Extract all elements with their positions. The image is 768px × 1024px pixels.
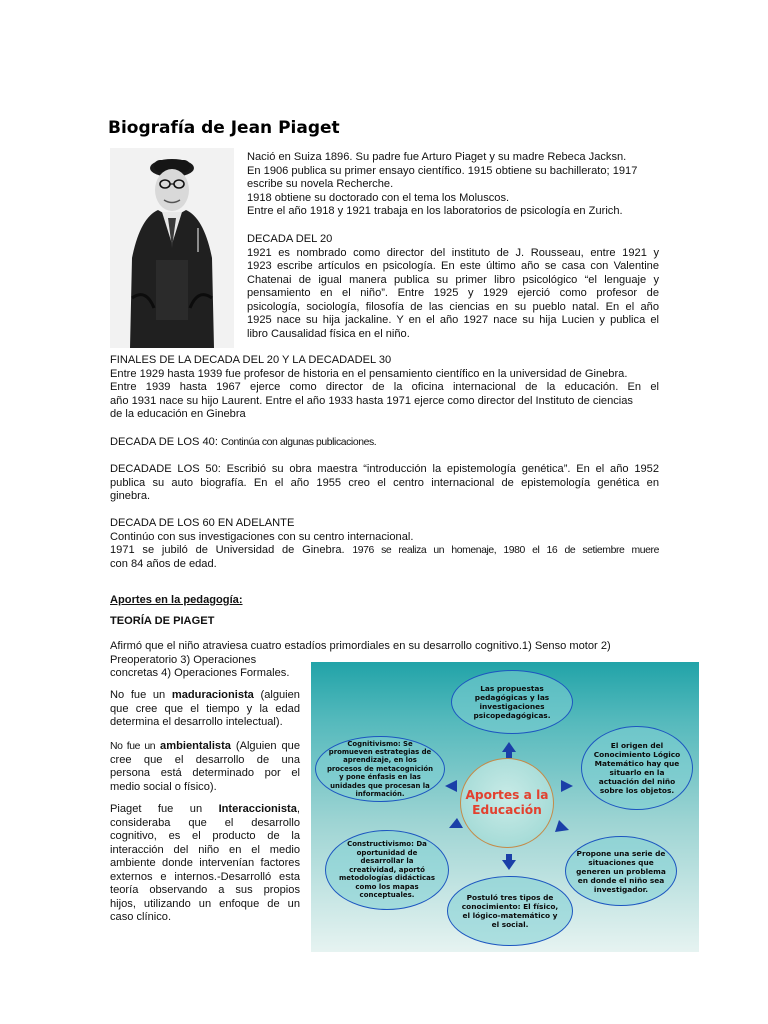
paragraph-line: consideraba que el desarrollo [110, 816, 300, 829]
paragraph-line: que cree que el tiempo y la edad [110, 702, 300, 715]
paragraph-line: año 1931 nace su hijo Laurent. Entre el año 1933 hasta 1971 ejerce como director del Instituto de ciencias [110, 394, 633, 407]
paragraph-line: 1921 es nombrado como director del instituto de J. Rousseau, entre 1921 y [247, 246, 659, 259]
paragraph-line: caso clínico. [110, 911, 172, 923]
teoria-heading: TEORÍA DE PIAGET [110, 615, 215, 627]
page-title: Biografía de Jean Piaget [108, 118, 340, 138]
intro-line: Entre el año 1918 y 1921 trabaja en los laboratorios de psicología en Zurich. [247, 205, 623, 217]
aportes-heading: Aportes en la pedagogía: [110, 594, 243, 606]
arrow-down-stem [506, 854, 512, 860]
intro-line: 1918 obtiene su doctorado con el tema los Moluscos. [247, 191, 510, 204]
interaccionista-paragraph: Piaget fue un Interaccionista, consideraba que el desarrollo cognitivo, es el producto de la interacción del niño en el medio ambiente donde intervenían factores externos e internos.-Desarrolló esta teoría observando a sus propios hijos, utilizando un enfoque de un caso clínico. [110, 803, 300, 923]
maduracionista-paragraph: No fue un maduracionista (alguien que cree que el tiempo y la edad determina el desarrollo intelectual). [110, 689, 300, 728]
center-bubble: Aportes a la Educación [460, 758, 554, 848]
paragraph-line: externos e internos.-Desarrolló esta [110, 870, 300, 883]
paragraph-line: Continúo con sus investigaciones con su centro internacional. [110, 530, 414, 543]
section-heading: DECADA DEL 20 [247, 233, 333, 245]
section-heading: DECADA DE LOS 40: [110, 436, 218, 448]
ambientalista-paragraph: No fue un ambientalista (Alguien que cree que el desarrollo de una persona está determinado por el medio social o físico). [110, 740, 300, 793]
section-heading: FINALES DE LA DECADA DEL 20 Y LA DECADADEL 30 [110, 354, 392, 366]
paragraph-line: hijos, utilizando un enfoque de un [110, 897, 300, 910]
paragraph-line: 1925 nace su hija jackaline. Y en el año 1927 nace su hija Lucien y publica el [247, 314, 659, 326]
intro-line: En 1906 publica su primer ensayo científico. 1915 obtiene su bachillerato; 1917 [247, 164, 638, 177]
paragraph-line: concretas 4) Operaciones Formales. [110, 667, 290, 679]
intro-line: Nació en Suiza 1896. Su padre fue Arturo Piaget y su madre Rebeca Jacksn. [247, 151, 627, 163]
paragraph-line: Afirmó que el niño atraviesa cuatro estadíos primordiales en su desarrollo cognitivo.1) Senso motor 2) [110, 640, 611, 652]
paragraph-line: 1923 escribe artículos en psicología. En este último año se casa con Valentine [247, 260, 659, 272]
term-maduracionista: maduracionista [171, 689, 254, 701]
bubble-bottom-right: Propone una serie de situaciones que generen un problema en donde el niño sea investigador. [565, 836, 677, 906]
portrait-image [110, 148, 234, 348]
section-heading: DECADA DE LOS 60 EN ADELANTE [110, 517, 295, 529]
decada-20-section [247, 233, 659, 341]
portrait-illustration [110, 148, 234, 348]
decada-50-section [110, 463, 659, 504]
paragraph-line: de la educación en Ginebra [110, 408, 246, 420]
term-interaccionista: Interaccionista [218, 803, 297, 815]
paragraph-line: cognitivo, es el producto de la [110, 830, 300, 842]
arrow-lower-left-icon [449, 818, 463, 828]
paragraph-line: cree que el desarrollo de una [110, 753, 300, 766]
decada-40-section [110, 436, 659, 450]
arrow-right-icon [561, 780, 573, 792]
paragraph-fragment: 1976 se realiza un homenaje, 1980 el 16 de setiembre muere [352, 545, 659, 556]
paragraph-line: ginebra. [110, 490, 151, 502]
paragraph-fragment: 1971 se jubiló de Universidad de Ginebra. [110, 544, 345, 556]
term-ambientalista: ambientalista [160, 740, 231, 752]
bubble-right: El origen del Conocimiento Lógico Matemático hay que situarlo en la actuación del niño sobre los objetos. [581, 726, 693, 810]
paragraph-line: ambiente donde intervenían factores [110, 857, 300, 869]
paragraph-line: psicología, sociología, filosofía de las ciencias en su pueblo natal. En el año [247, 300, 659, 313]
arrow-left-icon [445, 780, 457, 792]
intro-line: escribe su novela Recherche. [247, 178, 394, 190]
paragraph-line: medio social o físico). [110, 780, 217, 793]
arrow-lower-right-icon [555, 820, 569, 832]
arrow-up-icon [502, 742, 516, 752]
paragraph-line: interacción del niño en el medio [110, 843, 300, 856]
paragraph-line: teoría observando a sus propios [110, 884, 300, 896]
paragraph-line: DECADADE LOS 50: Escribió su obra maestra “introducción la epistemología genética”. En el año 1952 [110, 463, 659, 475]
section-text: Continúa con algunas publicaciones. [221, 437, 377, 448]
paragraph-line: con 84 años de edad. [110, 557, 217, 570]
finales-20-section [110, 354, 659, 422]
paragraph-line: determina el desarrollo intelectual). [110, 716, 283, 728]
bubble-top: Las propuestas pedagógicas y las investigaciones psicopedagógicas. [451, 670, 573, 734]
bubble-bottom-left: Constructivismo: Da oportunidad de desarrollar la creatividad, aportó metodologías didácticas como los mapas conceptuales. [325, 830, 449, 910]
intro-block [247, 151, 659, 219]
paragraph-line [110, 544, 659, 558]
paragraph-line: persona está determinado por el [110, 767, 300, 779]
paragraph-line: Entre 1929 hasta 1939 fue profesor de historia en el pensamiento científico en la universidad de Ginebra. [110, 367, 628, 380]
bubble-bottom: Postuló tres tipos de conocimiento: El físico, el lógico-matemático y el social. [447, 876, 573, 946]
paragraph-line: Chatenai de igual manera publica su primer libro psicológico “el lenguaje y [247, 273, 659, 286]
paragraph-line: pensamiento en el niño”. Entre 1925 y 1929 ejerció como profesor de [247, 287, 659, 299]
paragraph-line: Preoperatorio 3) Operaciones [110, 653, 257, 666]
decada-60-section [110, 517, 659, 571]
arrow-down-icon [502, 860, 516, 870]
paragraph-line: libro Causalidad física en el niño. [247, 327, 410, 340]
aportes-diagram [311, 662, 699, 952]
bubble-left: Cognitivismo: Se promueven estrategias de aprendizaje, en los procesos de metacognición y pone énfasis en las unidades que procesan la información. [315, 736, 445, 802]
paragraph-line: publica su auto biografía. En el año 1955 creo el centro internacional de epistemología genética en [110, 476, 659, 489]
paragraph-line: Entre 1939 hasta 1967 ejerce como director de la oficina internacional de la educación. En el [110, 381, 659, 393]
